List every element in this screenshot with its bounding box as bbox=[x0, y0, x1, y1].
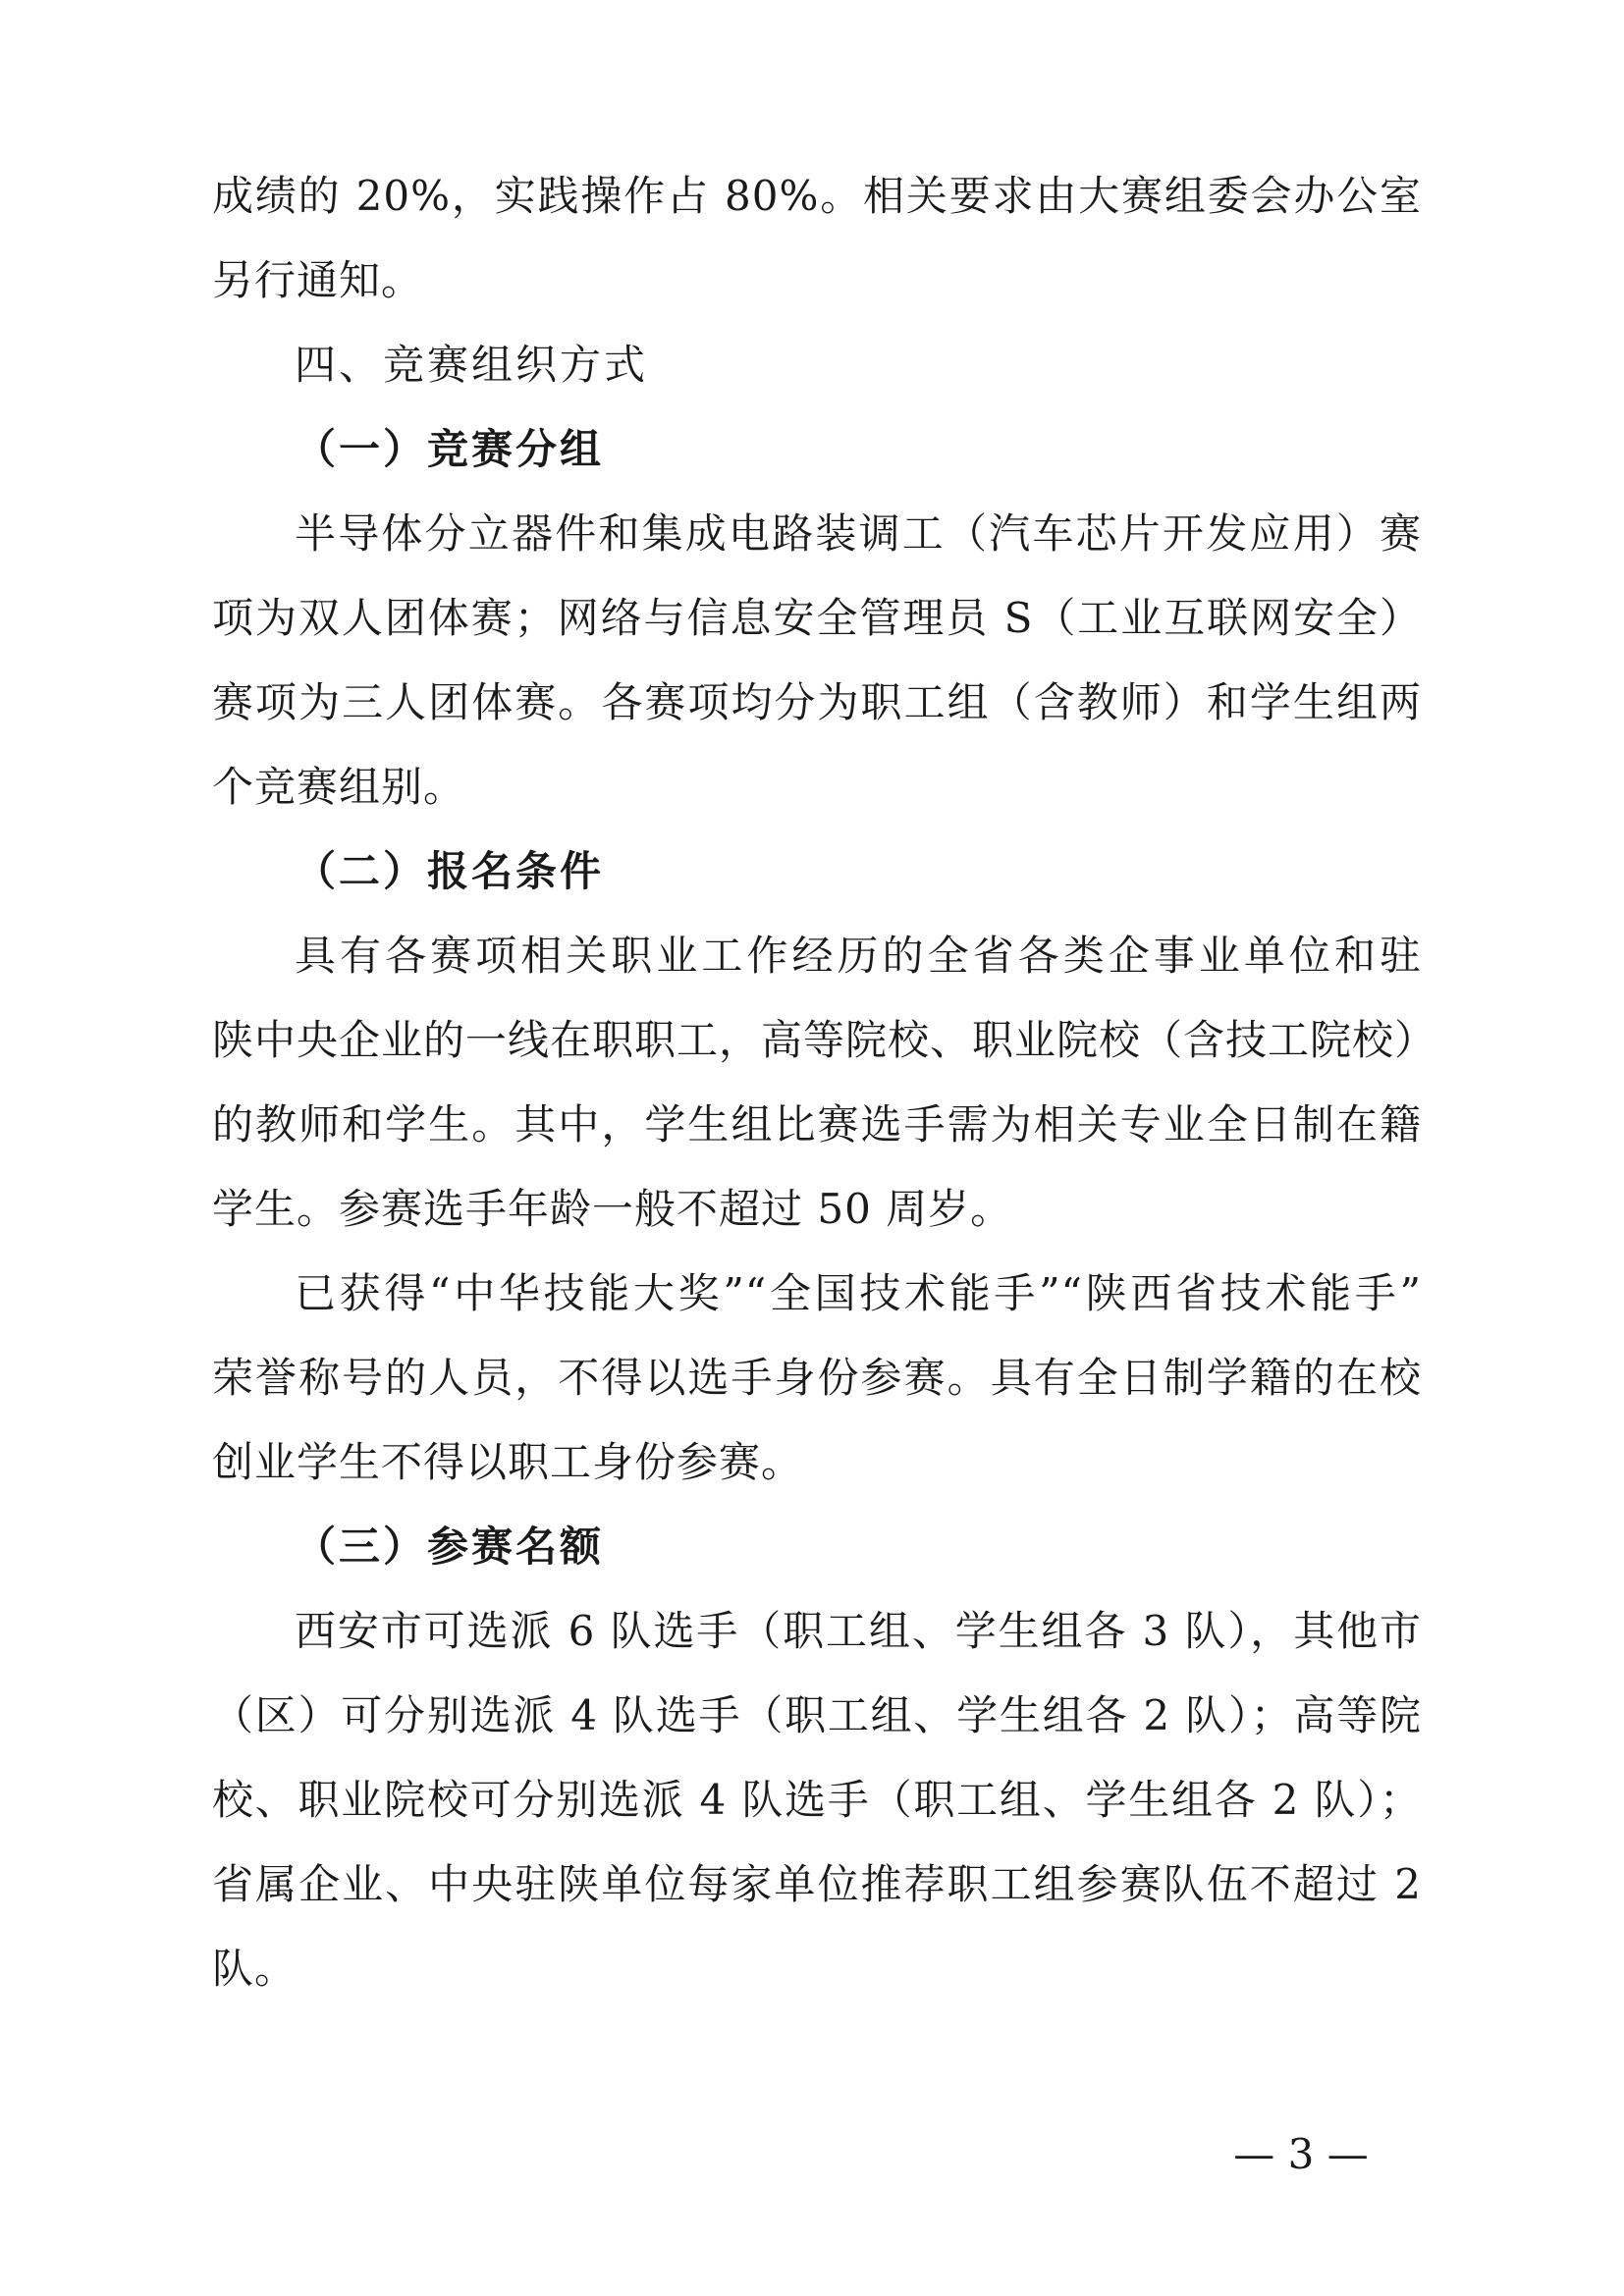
paragraph-line: 另行通知。 bbox=[212, 256, 424, 304]
paragraph-line: 西安市可选派 6 队选手（职工组、学生组各 3 队），其他市 bbox=[295, 1607, 1422, 1655]
paragraph-line: 成绩的 20%，实践操作占 80%。相关要求由大赛组委会办公室 bbox=[212, 172, 1422, 220]
paragraph-line: 荣誉称号的人员，不得以选手身份参赛。具有全日制学籍的在校 bbox=[212, 1354, 1422, 1402]
paragraph-line: （区）可分别选派 4 队选手（职工组、学生组各 2 队）；高等院 bbox=[212, 1691, 1422, 1739]
paragraph-line: 赛项为三人团体赛。各赛项均分为职工组（含教师）和学生组两 bbox=[212, 678, 1422, 726]
paragraph-line: 省属企业、中央驻陕单位每家单位推荐职工组参赛队伍不超过 2 bbox=[212, 1860, 1422, 1908]
paragraph-line: 的教师和学生。其中，学生组比赛选手需为相关专业全日制在籍 bbox=[212, 1100, 1422, 1148]
page-number: — 3 — bbox=[1233, 2130, 1369, 2178]
paragraph-line: 学生。参赛选手年龄一般不超过 50 周岁。 bbox=[212, 1185, 1013, 1233]
paragraph-line: 陕中央企业的一线在职职工，高等院校、职业院校（含技工院校） bbox=[212, 1016, 1437, 1064]
paragraph-line: 项为双人团体赛；网络与信息安全管理员 S（工业互联网安全） bbox=[212, 594, 1422, 642]
paragraph-line: 队。 bbox=[212, 1945, 298, 1993]
paragraph-line: 创业学生不得以职工身份参赛。 bbox=[212, 1438, 804, 1486]
section-heading: 四、竞赛组织方式 bbox=[295, 341, 649, 389]
subsection-heading: （二）报名条件 bbox=[295, 847, 605, 895]
subsection-heading: （三）参赛名额 bbox=[295, 1522, 605, 1571]
paragraph-line: 已获得“中华技能大奖”“全国技术能手”“陕西省技术能手” bbox=[295, 1269, 1422, 1317]
paragraph-line: 具有各赛项相关职业工作经历的全省各类企事业单位和驻 bbox=[295, 932, 1422, 980]
subsection-heading: （一）竞赛分组 bbox=[295, 425, 605, 473]
paragraph-line: 半导体分立器件和集成电路装调工（汽车芯片开发应用）赛 bbox=[295, 509, 1422, 558]
paragraph-line: 个竞赛组别。 bbox=[212, 763, 466, 811]
paragraph-line: 校、职业院校可分别选派 4 队选手（职工组、学生组各 2 队）； bbox=[212, 1776, 1422, 1824]
